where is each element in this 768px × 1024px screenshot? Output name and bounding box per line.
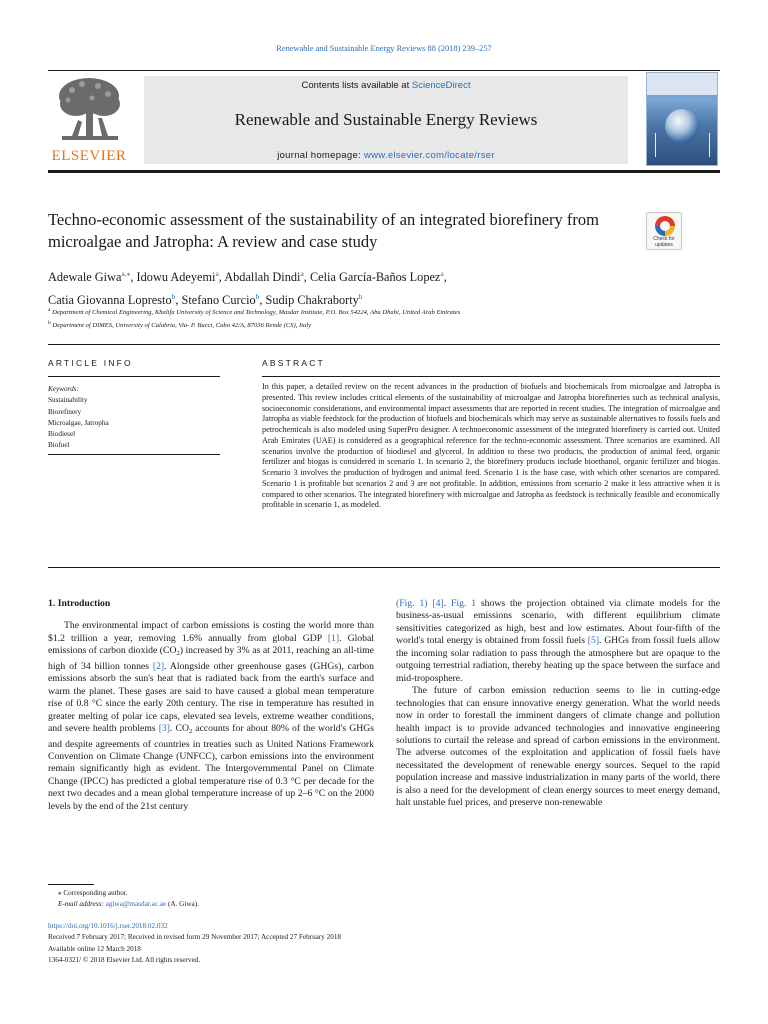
reference-link[interactable]: [1] [327,632,340,644]
elsevier-logo [48,74,130,166]
article-info-heading: ARTICLE INFO [48,358,133,368]
author-list: Adewale Giwa$^{a,⁎}$, Idowu Adeyemi$^a$, Abdallah Dindi$^a$, Celia García-Baños Lopez$^a$, Catia Giovanna Lopresto$^b$, Stefano Curcio$^b$, Sudip Chakraborty$^b$ [48,269,447,307]
email-label: E-mail address: [58,900,106,908]
affiliation-item [48,305,720,318]
author-affiliation-mark[interactable]: b [171,292,176,301]
footnote-rule [48,884,94,885]
email-link[interactable]: agiwa@masdar.ac.ae [105,900,167,908]
publication-info [48,921,548,966]
homepage-prefix: journal homepage: [277,150,364,161]
journal-cover-image[interactable] [646,72,718,166]
figure-link[interactable]: Fig. 1 [450,598,477,609]
abstract-rule [262,376,720,377]
email-line: E-mail address: agiwa@masdar.ac.ae (A. Giwa). [58,900,199,908]
affiliation-text: Department of DIMES, University of Calabria, Via- P. Bucci, Cubo 42/A, 87036 Rende (CS), Italy [52,322,312,329]
body-column-left [48,598,374,813]
keywords-label: Keywords: [48,385,79,393]
elsevier-wordmark: ELSEVIER [51,148,127,164]
affiliation-list [48,305,720,331]
body-paragraph: The future of carbon emission reduction seems to lie in cutting-edge technologies that can ensure innovative energy generation. What the world needs now in order to forestall the imminent dangers of climate change and pollution health impact is to provide advanced technologies and innovative engineering solutions to curtail the release and spread of carbon emissions in the environment. The adverse outcomes of the exploitation and application of fossil fuels have necessitated the development of renewable energy sources. Sequel to the rapid population increase and massive industrialization in many parts of the world, there is also a need for the development of clean energy sources to meet energy demand, halt unstable fuel prices, and preserve non-renewable [396,685,720,809]
journal-citation-link[interactable]: Renewable and Sustainable Energy Reviews 88 (2018) 239–257 [276,44,492,53]
body-paragraph: The environmental impact of carbon emissions is costing the world more than $1.2 trillion a year, removing 1.6% annually from global GDP [1]. Global emissions of carbon dioxide $(CO_2)$ increased by 3% as at 2011, reaching an all-time high of 34 billion tonnes [2]. Alongside other greenhouse gases (GHGs), carbon emissions absorb the sun's heat that is radiated back from the earth's surface and warm the planet. These gases are said to have caused a global mean temperature rise of 0.8 °C since the early 20th century. The rise in temperature has resulted in greater melting of polar ice caps, elevated sea levels, extreme weather conditions, and severe health problems [3]. $CO_2$ accounts for about 80% of the world's GHGs and despite agreements of countries in treaties such as United Nations Framework Convention on Climate Change (UNFCC), carbon emissions into the environment remain significantly high as evident. The Intergovernmental Panel on Climate Change (IPCC) has predicted a global temperature rise of 0.3 °C per decade for the next two decades and a mean global temperature increase of up 2–6 °C on the 2000 levels by the end of the 21st century [48,620,374,812]
received-dates: Received 7 February 2017; Received in revised form 29 November 2017; Accepted 27 February 2018 [48,933,342,942]
body-paragraph: (Fig. 1) [4]. Fig. 1 shows the projection obtained via climate models for the business-as-usual emissions scenario, with different equilibrium climate sensitivities categorized as high, best and low estimates. About four-fifth of the world's total energy is obtained from fossil fuels [5]. GHGs from fossil fuels allow the incoming solar radiation to pass through the atmosphere but are opaque to the outgoing terrestrial radiation, thereby heating up the space between the surface and mid-troposphere. [396,598,721,684]
affiliation-text: Department of Chemical Engineering, Khalifa University of Science and Technology, Masdar Institute, P.O. Box 54224, Abu Dhabi, United Arab Emirates [52,309,461,316]
cover-turbine-icon [709,133,710,157]
footnote [58,888,458,910]
body-column-right [396,598,720,810]
affiliation-mark: b [48,320,51,326]
reference-link[interactable]: [2] [152,660,165,672]
check-for-updates-label: Check for updates [653,236,675,248]
author-affiliation-mark[interactable]: a,⁎ [121,269,131,278]
author-name[interactable]: Sudip Chakraborty [265,293,359,307]
affiliation-item [48,318,720,331]
elsevier-tree-logo-icon [52,74,126,146]
keyword-item: Biofuel [48,441,70,450]
abstract-heading: ABSTRACT [262,358,325,368]
article-info-rule-bottom [48,454,220,455]
contents-line [144,80,628,91]
reference-link[interactable]: [5] [587,635,600,647]
cover-globe-icon [665,109,699,143]
abstract-text: In this paper, a detailed review on the recent advances in the production of biofuels and biochemicals from microalgae and Jatropha is presented. This review includes critical elements of the sustainability of microalgae and Jatropha biorefineries such as technical analysis, socioeconomic considerations, and environmental impact assessments that are reported in recent studies. The integration of microalgae and Jatropha as viable feedstock for the production of biofuels and biochemicals which may serve as sustainable alternatives to fossils fuels and petrochemicals is also modeled using SuperPro designer. A technoeconomic assessment of the integrated biorefinery is carried out. United Arab Emirates (UAE) is considered as a geographical reference for the techno-economic assessment. Three scenarios are examined. All scenarios involve the production of biodiesel and glycerol. In addition to these two products, the production of animal feed, organic fertilizer and biogas is considered in scenario 1. In scenario 2, the biorefinery products include bioethanol, organic fertilizer and biogas. Scenario 3 involves the production of hydrogen and animal feed. Scenario 1 is the base case, with which other scenarios are compared. Scenario 1 is profitable but scenarios 2 and 3 are not profitable. In addition, emissions from scenario 2 make it less attractive when it is compared to other scenarios. The integrated biorefinery with microalgae and Jatropha as feedstock is technically feasible and economically profitable in scenario 1, as modeled. [262,382,720,510]
update-check-icon [655,216,675,236]
author-name[interactable]: Adewale Giwa [48,270,122,284]
figure-link[interactable]: (Fig. 1) [396,598,428,609]
section-heading: 1. Introduction [48,598,111,609]
article-title: Techno-economic assessment of the sustainability of an integrated biorefinery from microalgae and Jatropha: A review and case study [48,210,599,251]
author-affiliation-mark[interactable]: a [215,269,219,278]
check-for-updates-button[interactable] [646,212,682,250]
author-name[interactable]: Abdallah Dindi [224,270,301,284]
sciencedirect-link[interactable]: ScienceDirect [411,80,471,91]
header-rule [48,70,720,71]
corresponding-author-note: ⁎ Corresponding author. [58,889,128,897]
reference-link[interactable]: [3] [158,723,171,735]
keywords-list [48,384,220,452]
reference-link[interactable]: [4] [432,598,444,609]
online-date: Available online 12 March 2018 [48,944,141,953]
contents-prefix: Contents lists available at [301,80,412,91]
article-info-rule [48,376,220,377]
author-name[interactable]: Celia García-Baños Lopez [309,270,441,284]
author-name[interactable]: Catia Giovanna Lopresto [48,293,172,307]
header-rule-thick [48,170,720,173]
section-rule [48,344,720,345]
author-affiliation-mark[interactable]: a [300,269,304,278]
keyword-item: Microalgae, Jatropha [48,418,109,427]
keyword-item: Biodiesel [48,430,76,439]
cover-turbine-icon [655,133,656,157]
journal-homepage-link[interactable]: www.elsevier.com/locate/rser [363,150,495,161]
author-affiliation-mark[interactable]: b [255,292,260,301]
author-name[interactable]: Idowu Adeyemi [136,270,216,284]
journal-title: Renewable and Sustainable Energy Reviews [234,110,538,129]
cover-title-band [647,73,717,95]
journal-homepage-line [144,150,628,161]
journal-header-box [144,76,628,164]
author-affiliation-mark[interactable]: b [358,292,363,301]
affiliation-mark: a [48,307,51,313]
author-affiliation-mark[interactable]: a [440,269,444,278]
keyword-item: Biorefinery [48,407,82,416]
author-name[interactable]: Stefano Curcio [181,293,256,307]
section-rule [48,567,720,568]
keyword-item: Sustainability [48,396,88,405]
doi-link[interactable]: https://doi.org/10.1016/j.rser.2018.02.032 [48,922,168,930]
copyright-line: 1364-0321/ © 2018 Elsevier Ltd. All rights reserved. [48,955,201,964]
